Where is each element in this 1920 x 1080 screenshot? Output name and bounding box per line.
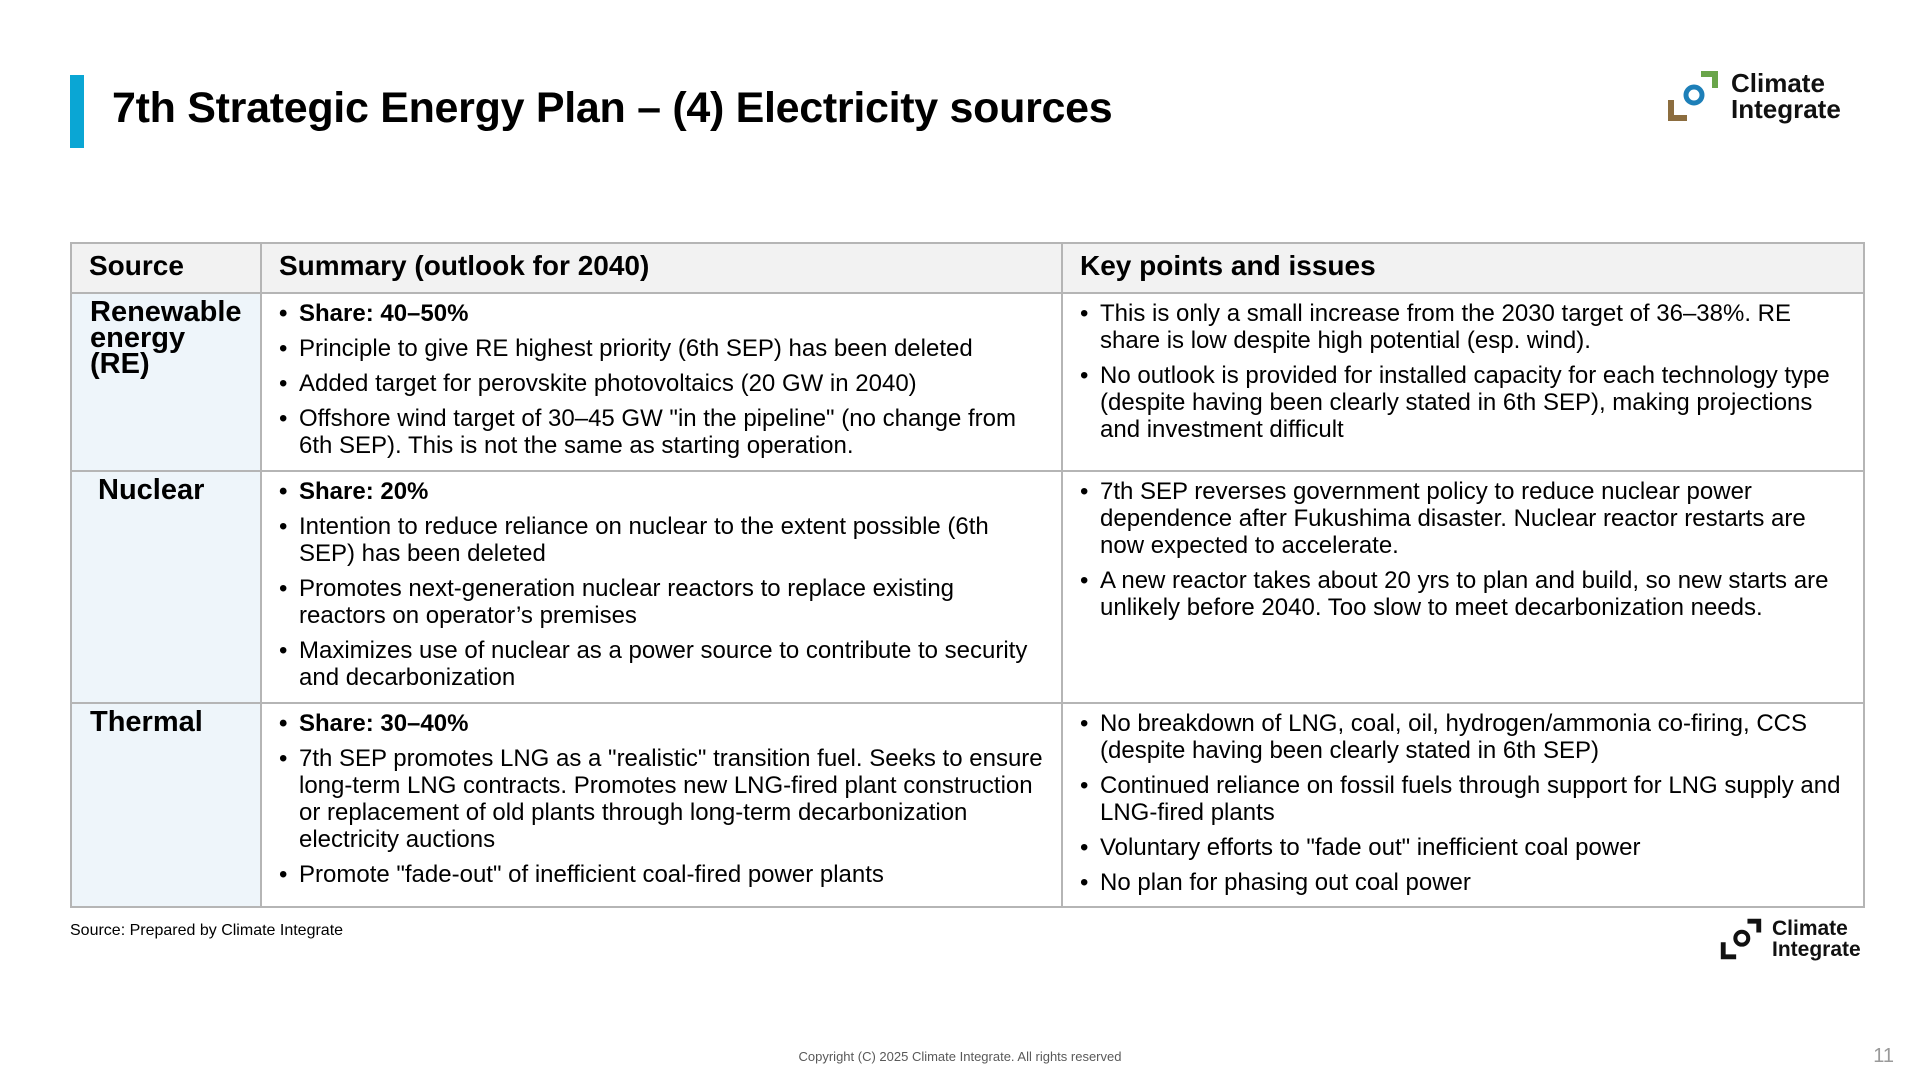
slide-title: 7th Strategic Energy Plan – (4) Electricity sources (112, 84, 1113, 132)
list-item: • Intention to reduce reliance on nuclear to the extent possible (6th SEP) has been deleted (279, 513, 1047, 567)
list-item: • 7th SEP reverses government policy to reduce nuclear power dependence after Fukushima disaster. Nuclear reactor restarts are now expected to accelerate. (1080, 478, 1849, 559)
list-item: • 7th SEP promotes LNG as a "realistic" transition fuel. Seeks to ensure long-term LNG contracts. Promotes new LNG-fired plant construction or replacement of old plants through long-term decarbonization electricity auctions (279, 745, 1047, 853)
list-item: • Added target for perovskite photovoltaics (20 GW in 2040) (279, 370, 1047, 397)
issues-thermal (1062, 703, 1864, 907)
list-item: • Share: 20% (279, 478, 1047, 505)
summary-thermal (261, 703, 1062, 907)
list-item: • No outlook is provided for installed capacity for each technology type (despite having been clearly stated in 6th SEP), making projections and investment difficult (1080, 362, 1849, 443)
logo-text-line1: Climate (1731, 68, 1825, 98)
summary-renewable (261, 293, 1062, 471)
list-item: • No breakdown of LNG, coal, oil, hydrogen/ammonia co-firing, CCS (despite having been clearly stated in 6th SEP) (1080, 710, 1849, 764)
table-row-nuclear (71, 471, 1864, 703)
source-thermal: Thermal (71, 703, 261, 907)
list-item: • Promotes next-generation nuclear reactors to replace existing reactors on operator’s premises (279, 575, 1047, 629)
climate-integrate-logo-small-icon (1720, 918, 1762, 960)
issues-nuclear (1062, 471, 1864, 703)
header-source: Source (71, 243, 261, 293)
logo-small-text-line2: Integrate (1772, 938, 1861, 961)
table-row-renewable (71, 293, 1864, 471)
title-accent-bar (70, 75, 84, 148)
source-renewable: Renewable energy (RE) (71, 293, 261, 471)
list-item: • Continued reliance on fossil fuels through support for LNG supply and LNG-fired plants (1080, 772, 1849, 826)
list-item: • Maximizes use of nuclear as a power source to contribute to security and decarbonization (279, 637, 1047, 691)
issues-renewable (1062, 293, 1864, 471)
table-row-thermal (71, 703, 1864, 907)
source-note: Source: Prepared by Climate Integrate (70, 922, 344, 939)
list-item: • This is only a small increase from the 2030 target of 36–38%. RE share is low despite high potential (esp. wind). (1080, 300, 1849, 354)
list-item: • Offshore wind target of 30–45 GW "in the pipeline" (no change from 6th SEP). This is not the same as starting operation. (279, 405, 1047, 459)
list-item: • Principle to give RE highest priority (6th SEP) has been deleted (279, 335, 1047, 362)
header-key-points: Key points and issues (1062, 243, 1864, 293)
list-item: • Promote "fade-out" of inefficient coal-fired power plants (279, 861, 1047, 888)
climate-integrate-logo-small (1720, 918, 1861, 960)
header-summary: Summary (outlook for 2040) (261, 243, 1062, 293)
electricity-sources-table (70, 242, 1865, 908)
logo-text-line2: Integrate (1731, 94, 1841, 124)
list-item: • Share: 40–50% (279, 300, 1047, 327)
list-item: • No plan for phasing out coal power (1080, 869, 1849, 896)
climate-integrate-logo (1667, 70, 1841, 122)
list-item: • Share: 30–40% (279, 710, 1047, 737)
logo-small-text-line1: Climate (1772, 917, 1848, 940)
list-item: • Voluntary efforts to "fade out" inefficient coal power (1080, 834, 1849, 861)
source-nuclear: Nuclear (71, 471, 261, 703)
climate-integrate-logo-icon (1667, 70, 1719, 122)
copyright-notice: Copyright (C) 2025 Climate Integrate. All rights reserved (798, 1049, 1122, 1064)
table-header-row (71, 243, 1864, 293)
page-number: 11 (1873, 1045, 1894, 1067)
summary-nuclear (261, 471, 1062, 703)
list-item: • A new reactor takes about 20 yrs to plan and build, so new starts are unlikely before 2040. Too slow to meet decarbonization needs. (1080, 567, 1849, 621)
